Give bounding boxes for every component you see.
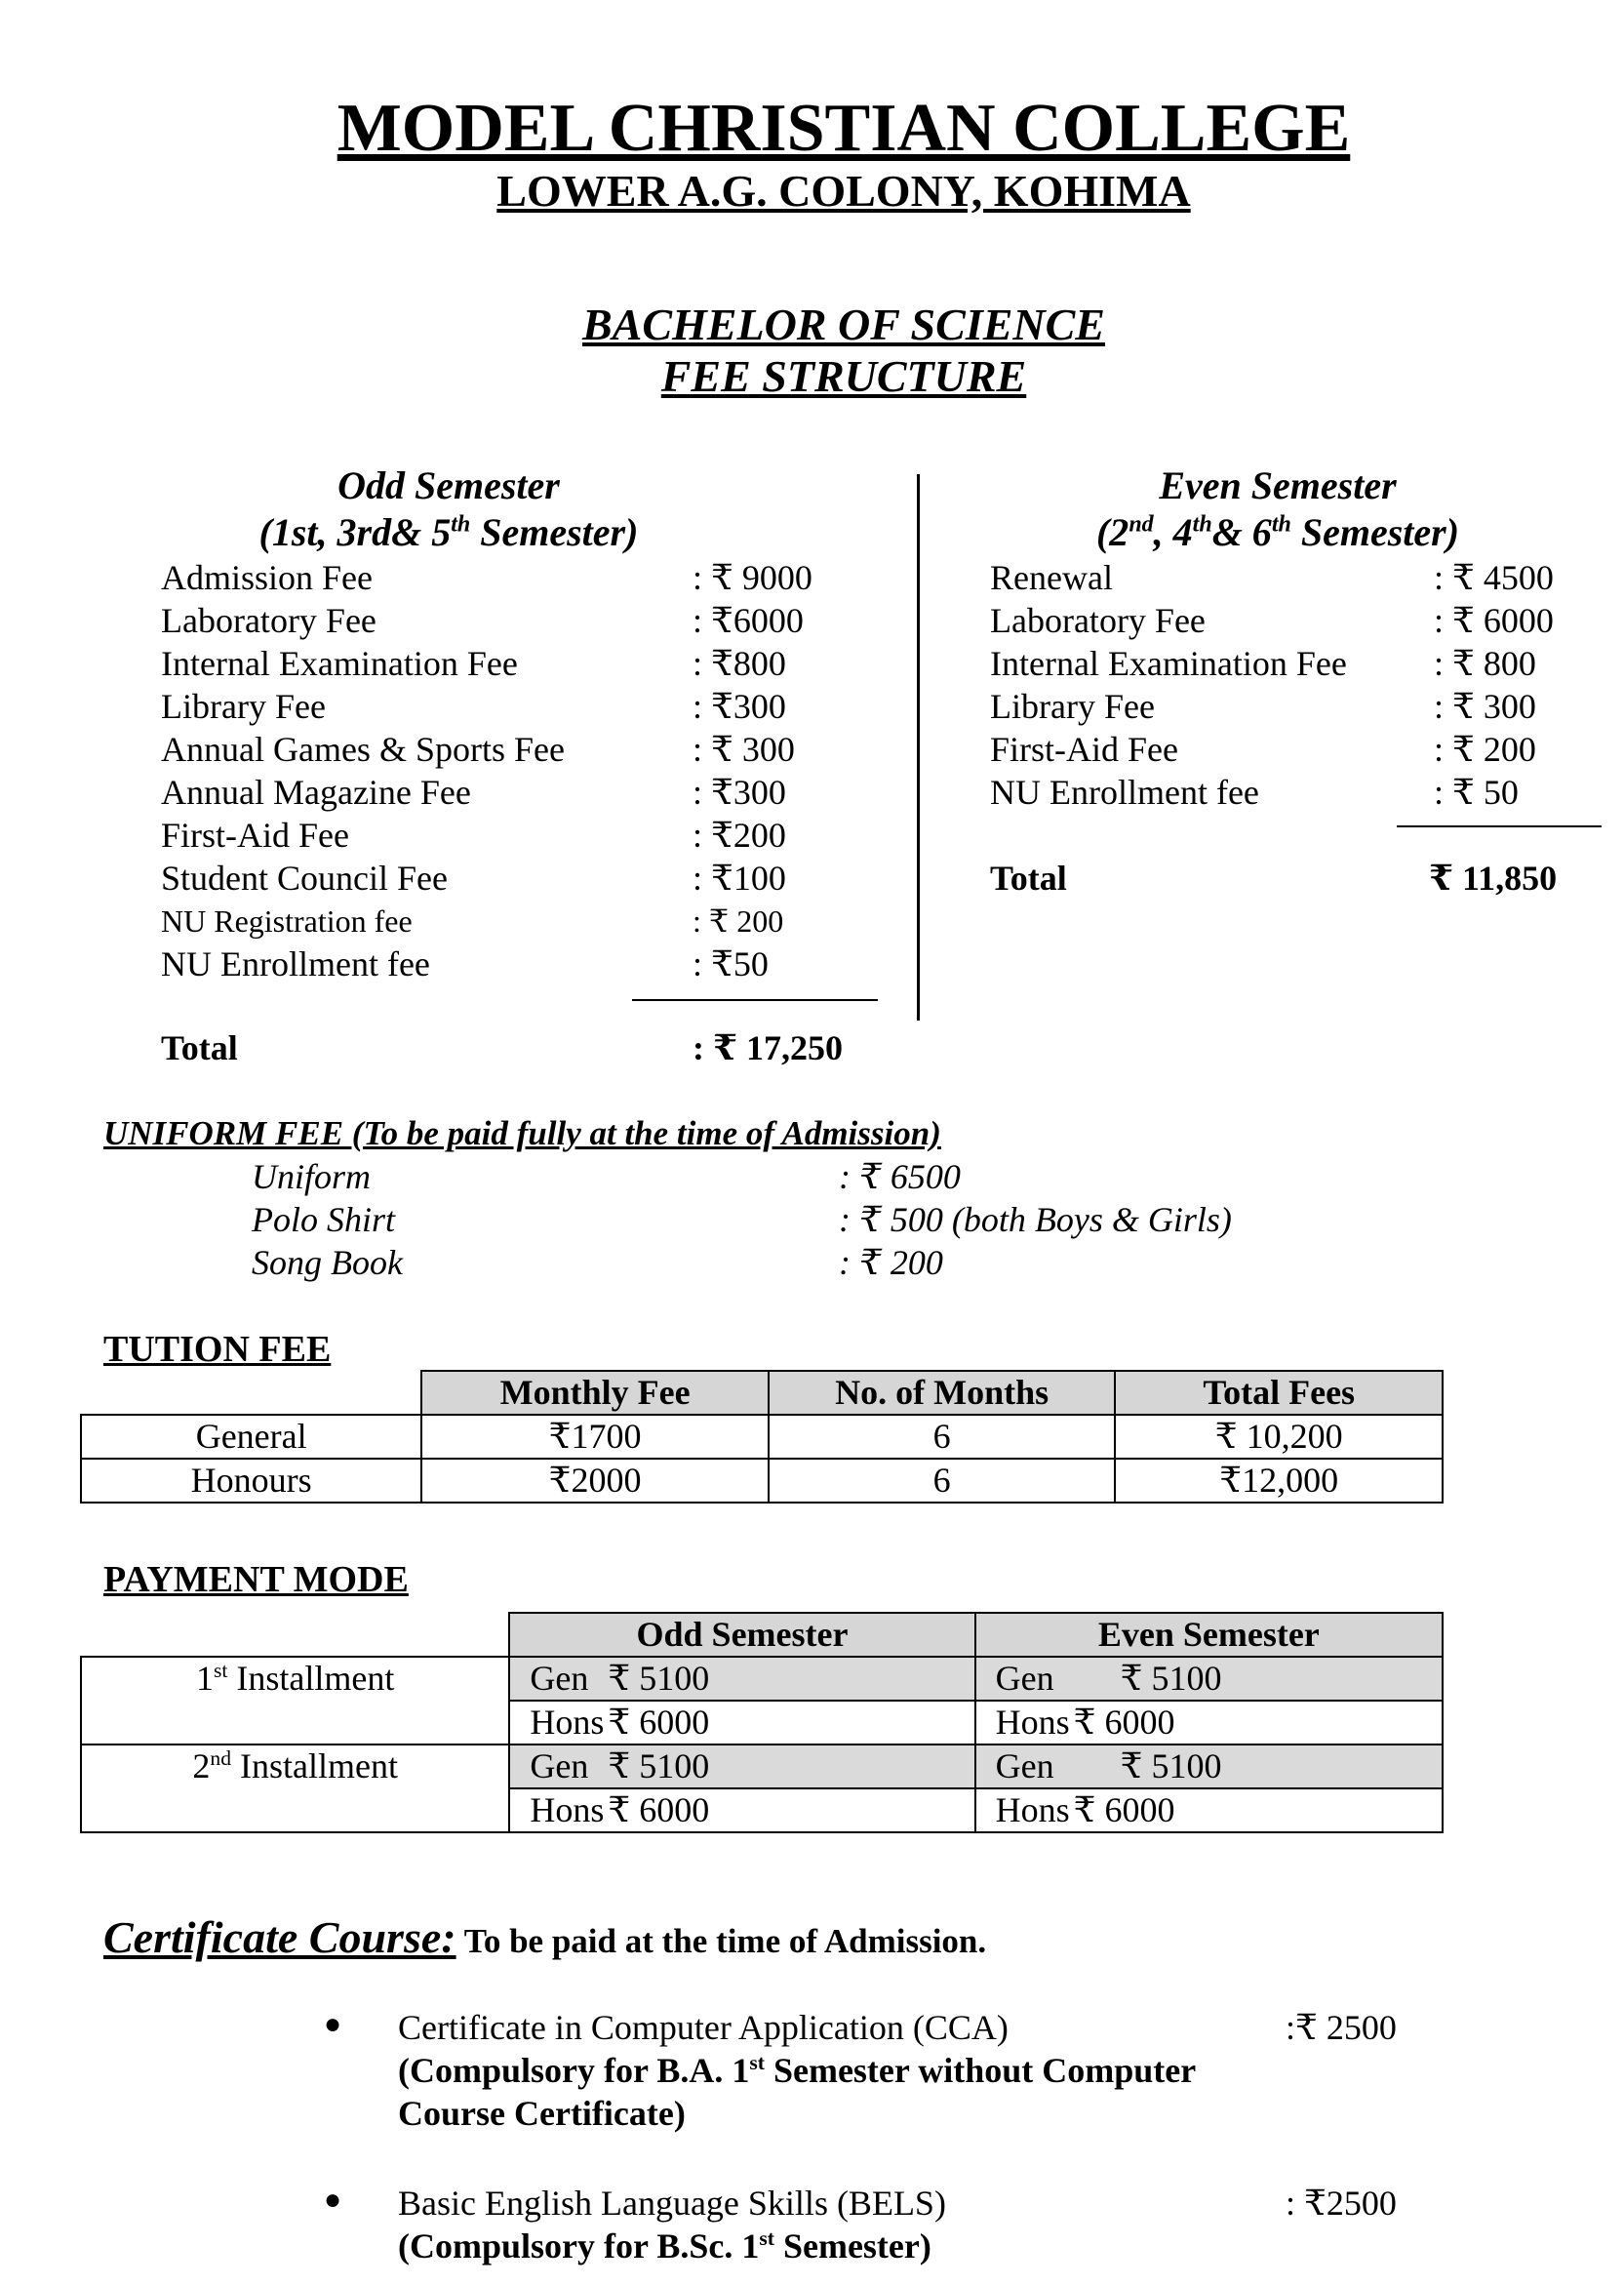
uniform-fee-heading: UNIFORM FEE (To be paid fully at the time of Admission) [103,1114,941,1152]
table-cell: 6 [769,1459,1116,1503]
fee-amount: : ₹50 [693,944,769,983]
fee-amount: : ₹ 50 [1434,773,1519,812]
uniform-item-label: Uniform [252,1157,372,1196]
odd-fee-row [161,771,471,814]
note-post: Semester without Computer [764,2051,1197,2090]
fee-amount: : ₹300 [693,773,786,812]
table-row [81,1459,1443,1503]
hons-amount: ₹ 6000 [608,1790,710,1829]
odd-sub-post: Semester) [470,510,639,554]
fee-label: Annual Games & Sports Fee [161,730,565,769]
college-address: LOWER A.G. COLONY, KOHIMA [496,166,1191,216]
odd-fee-row [161,942,430,985]
even-semester-title: Even Semester [1159,463,1397,507]
odd-fee-row [161,814,349,857]
table-cell [509,1745,974,1788]
fee-amount: : ₹ 300 [1434,687,1536,726]
fee-label: Laboratory Fee [990,601,1206,640]
fee-label: Library Fee [161,687,326,726]
fee-label: NU Enrollment fee [161,944,430,983]
gen-label: Gen [530,1659,589,1698]
note-pre: (Compulsory for B.A. 1 [398,2051,750,2090]
odd-fee-row [161,642,518,685]
column-header: Even Semester [975,1613,1443,1657]
odd-fee-row [161,556,373,599]
note-sup: st [759,2226,774,2250]
table-header-row [81,1371,1443,1415]
fee-amount: : ₹6000 [693,601,804,640]
tuition-fee-table [80,1370,1444,1504]
hons-label: Hons [995,1703,1070,1742]
column-header: Odd Semester [509,1613,974,1657]
odd-sub-sup: th [451,511,471,538]
gen-amount: ₹ 5100 [608,1746,710,1785]
table-cell: ₹12,000 [1115,1459,1443,1503]
odd-total-amount: : ₹ 17,250 [693,1028,844,1067]
odd-fee-row [161,599,376,642]
table-cell [509,1788,974,1832]
gen-label: Gen [530,1746,589,1785]
fee-label: Student Council Fee [161,859,448,898]
even-sub-a: (2 [1095,510,1129,554]
semester-divider [917,474,920,1021]
fee-amount: : ₹ 6000 [1434,601,1554,640]
course-note [398,2225,931,2267]
table-cell [509,1657,974,1701]
inst-num: 2 [192,1746,211,1785]
fee-label: Laboratory Fee [161,601,376,640]
hons-label: Hons [530,1703,605,1742]
even-total-label: Total [990,859,1067,898]
odd-total-label: Total [161,1028,238,1067]
note-pre: (Compulsory for B.Sc. 1 [398,2226,760,2266]
bullet-icon: ● [324,2008,342,2040]
certificate-heading-line [103,1910,986,1976]
college-name: MODEL CHRISTIAN COLLEGE [337,91,1351,166]
table-row [81,1657,1443,1701]
hons-amount: ₹ 6000 [608,1703,710,1742]
fee-amount: : ₹ 4500 [1434,558,1554,597]
fee-amount: : ₹ 200 [1434,730,1536,769]
fee-amount: : ₹300 [693,687,786,726]
table-cell: Honours [81,1459,421,1503]
installment-label [81,1657,509,1745]
table-cell: General [81,1415,421,1459]
odd-fee-row [161,857,448,900]
odd-fee-row [161,685,326,728]
column-header: No. of Months [769,1371,1116,1415]
uniform-item-amount: : ₹ 500 (both Boys & Girls) [839,1200,1232,1239]
hons-amount: ₹ 6000 [1073,1790,1175,1829]
table-cell: ₹1700 [421,1415,769,1459]
uniform-item-label: Song Book [252,1243,403,1282]
table-corner [81,1613,509,1657]
payment-mode-table [80,1612,1444,1833]
hons-amount: ₹ 6000 [1073,1703,1175,1742]
inst-sup: st [213,1659,228,1682]
course-name: Basic English Language Skills (BELS) [398,2184,946,2223]
table-cell [975,1657,1443,1701]
fee-label: NU Registration fee [161,903,413,939]
even-sub-b: , 4 [1153,510,1193,554]
fee-label: Renewal [990,558,1113,597]
course-name: Certificate in Computer Application (CCA) [398,2008,1009,2047]
odd-semester-title: Odd Semester [337,463,560,507]
even-sup-a: nd [1129,511,1154,538]
hons-label: Hons [995,1790,1070,1829]
fee-label: Internal Examination Fee [161,644,518,683]
fee-amount: : ₹ 200 [693,903,784,939]
fee-amount: : ₹ 9000 [693,558,812,597]
tuition-fee-heading: TUTION FEE [103,1329,332,1370]
fee-label: Library Fee [990,687,1155,726]
odd-sub-pre: (1st, 3rd& 5 [258,510,452,554]
table-cell [975,1788,1443,1832]
table-cell: ₹ 10,200 [1115,1415,1443,1459]
uniform-item-label: Polo Shirt [252,1200,396,1239]
odd-total-rule [632,999,878,1001]
fee-amount: : ₹100 [693,859,786,898]
table-cell [975,1745,1443,1788]
inst-num: 1 [195,1659,214,1698]
even-sub-c: & 6 [1211,510,1272,554]
payment-mode-heading: PAYMENT MODE [103,1559,409,1600]
column-header: Monthly Fee [421,1371,769,1415]
inst-text: Installment [227,1659,395,1698]
even-sub-d: Semester) [1290,510,1460,554]
column-header: Total Fees [1115,1371,1443,1415]
certificate-note: To be paid at the time of Admission. [456,1922,987,1960]
gen-label: Gen [995,1659,1054,1698]
uniform-item-amount: : ₹ 200 [839,1243,943,1282]
uniform-item-amount: : ₹ 6500 [839,1157,961,1196]
fee-label: NU Enrollment fee [990,773,1259,812]
certificate-heading: Certificate Course: [103,1912,456,1962]
even-total-rule [1397,825,1602,827]
odd-fee-row [161,900,413,942]
even-total-amount: ₹ 11,850 [1429,859,1558,898]
hons-label: Hons [530,1790,605,1829]
fee-structure-title: FEE STRUCTURE [660,351,1027,401]
course-amount: : ₹2500 [1286,2184,1397,2223]
table-cell [975,1701,1443,1745]
programme-title: BACHELOR OF SCIENCE [581,300,1105,349]
note-post: Semester) [773,2226,931,2266]
course-note-line2: Course Certificate) [398,2094,686,2133]
fee-amount: : ₹200 [693,816,786,855]
fee-label: First-Aid Fee [990,730,1178,769]
fee-label: Internal Examination Fee [990,644,1347,683]
table-row [81,1415,1443,1459]
fee-amount: : ₹ 300 [693,730,795,769]
note-sup: st [749,2051,765,2074]
table-row [81,1745,1443,1788]
gen-amount: ₹ 5100 [1120,1659,1222,1698]
course-amount: :₹ 2500 [1286,2008,1397,2047]
gen-label: Gen [995,1746,1054,1785]
fee-amount: : ₹ 800 [1434,644,1536,683]
gen-amount: ₹ 5100 [1120,1746,1222,1785]
even-sup-c: th [1271,511,1291,538]
installment-label [81,1745,509,1832]
odd-semester-subtitle [156,509,741,556]
table-cell [509,1701,974,1745]
inst-sup: nd [210,1746,231,1770]
even-semester-subtitle [985,509,1570,556]
table-cell: ₹2000 [421,1459,769,1503]
fee-label: Annual Magazine Fee [161,773,471,812]
even-sup-b: th [1192,511,1212,538]
fee-amount: : ₹800 [693,644,786,683]
odd-fee-row [161,728,565,771]
table-header-row [81,1613,1443,1657]
inst-text: Installment [230,1746,398,1785]
course-note [398,2049,1196,2092]
bullet-icon: ● [324,2184,342,2216]
table-cell: 6 [769,1415,1116,1459]
gen-amount: ₹ 5100 [608,1659,710,1698]
table-corner [81,1371,421,1415]
fee-label: First-Aid Fee [161,816,349,855]
fee-label: Admission Fee [161,558,374,597]
